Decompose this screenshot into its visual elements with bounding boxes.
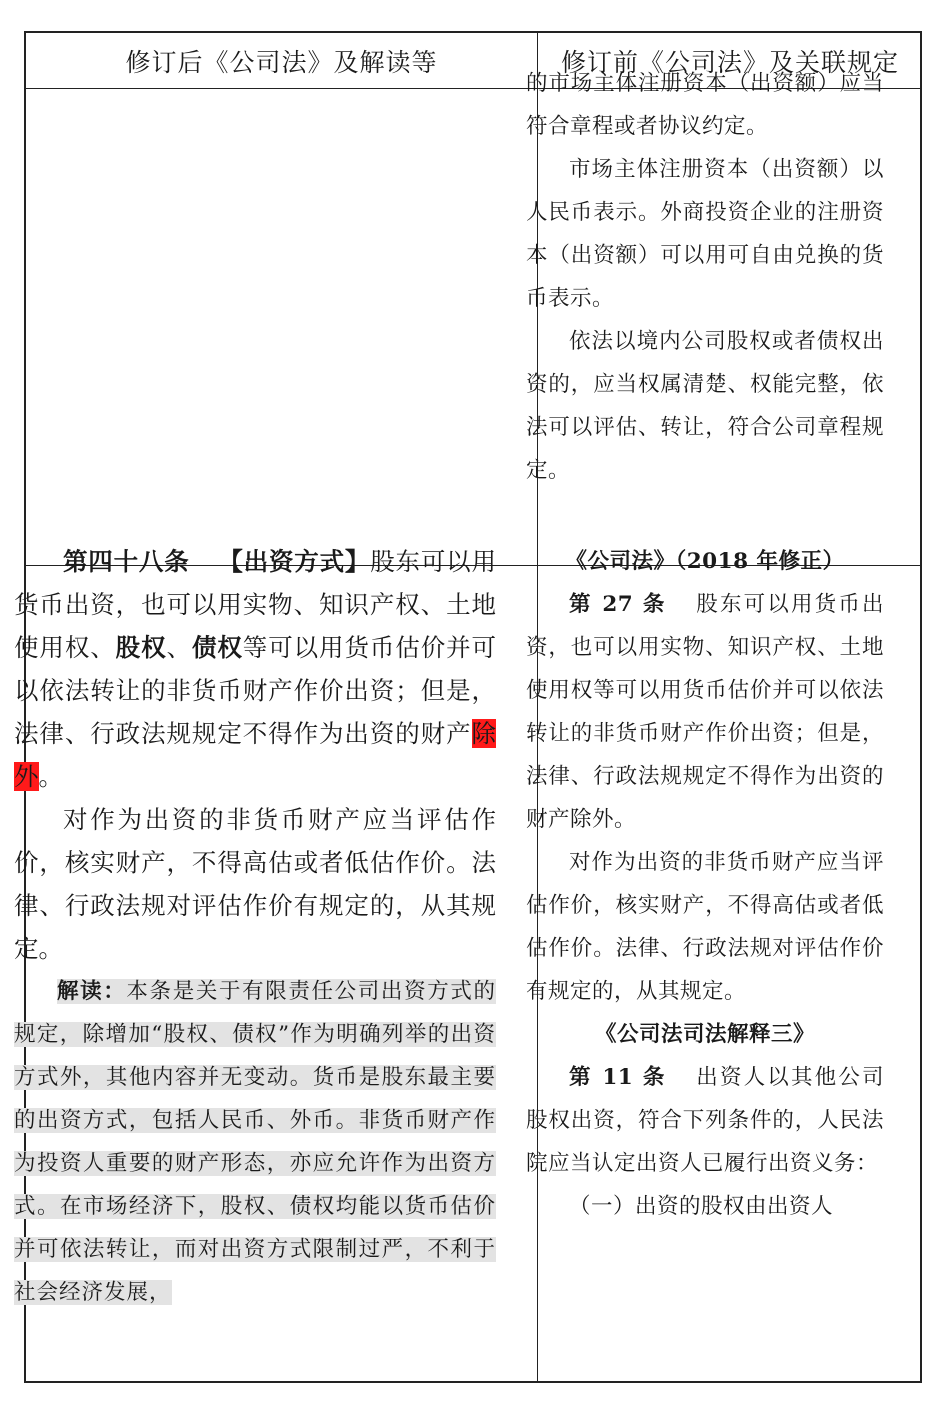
separator: 、 bbox=[166, 633, 192, 662]
article-48-p2: 对作为出资的非货币财产应当评估作价，核实财产，不得高估或者低估作价。法律、行政法规对评估作价有规定的，从其规定。 bbox=[14, 805, 496, 963]
article-11-item1: （一）出资的股权由出资人 bbox=[569, 1194, 834, 1219]
header-right: 修订前《公司法》及关联规定 bbox=[560, 47, 899, 77]
article-number: 第四十八条 bbox=[63, 547, 190, 576]
article-27-p2: 对作为出资的非货币财产应当评估作价，核实财产，不得高估或者低估作价。法律、行政法规对评估作价有规定的，从其规定。 bbox=[526, 850, 884, 1004]
row1-right-p2: 市场主体注册资本（出资额）以人民币表示。外商投资企业的注册资本（出资额）可以用可自由兑换的货币表示。 bbox=[526, 157, 884, 311]
highlighted-text: 除外 bbox=[14, 719, 496, 791]
interpretation bbox=[14, 970, 496, 1314]
article-title: 【出资方式】 bbox=[217, 547, 371, 576]
interpretation-text: 本条是关于有限责任公司出资方式的规定，除增加“股权、债权”作为明确列举的出资方式外，其他内容并无变动。货币是股东最主要的出资方式，包括人民币、外币。非货币财产作为投资人重要的财产形态，亦应允许作为出资方式。在市场经济下，股权、债权均能以货币估价并可依法转让，而对出资方式限制过严，不利于社会经济发展， bbox=[14, 979, 496, 1305]
interpretation-label: 解读： bbox=[57, 979, 127, 1004]
article-text-a: 股东可以用货币出资，也可以用实物、知识产权、土地使用权、 bbox=[14, 547, 496, 662]
header-left: 修订后《公司法》及解读等 bbox=[125, 47, 438, 77]
bold-debt: 债权 bbox=[191, 633, 243, 662]
article-11-number: 第 11 条 bbox=[569, 1065, 667, 1090]
bold-equity: 股权 bbox=[115, 633, 167, 662]
row1-right-cell bbox=[526, 62, 884, 492]
article-text-end: 。 bbox=[38, 762, 63, 791]
article-27-number: 第 27 条 bbox=[569, 592, 667, 617]
row1-right-p3: 依法以境内公司股权或者债权出资的，应当权属清楚、权能完整，依法可以评估、转让，符合公司章程规定。 bbox=[526, 329, 884, 483]
article-11 bbox=[526, 1056, 884, 1185]
article-27-text: 股东可以用货币出资，也可以用实物、知识产权、土地使用权等可以用货币估价并可以依法转让的非货币财产作价出资；但是，法律、行政法规规定不得作为出资的财产除外。 bbox=[526, 592, 884, 832]
row2-left-cell bbox=[14, 540, 496, 1314]
law2-title: 《公司法司法解释三》 bbox=[594, 1022, 815, 1047]
row1-right-p1: 的市场主体注册资本（出资额）应当符合章程或者协议约定。 bbox=[526, 71, 884, 139]
row2-right-cell bbox=[526, 540, 884, 1228]
article-text-b: 等可以用货币估价并可以依法转让的非货币财产作价出资；但是，法律、行政法规规定不得作为出资的财产 bbox=[14, 633, 497, 748]
law1-title: 《公司法》（2018 年修正） bbox=[565, 549, 845, 574]
article-11-text: 出资人以其他公司股权出资，符合下列条件的，人民法院应当认定出资人已履行出资义务： bbox=[526, 1065, 884, 1176]
article-48 bbox=[14, 540, 496, 798]
article-27 bbox=[526, 583, 884, 841]
